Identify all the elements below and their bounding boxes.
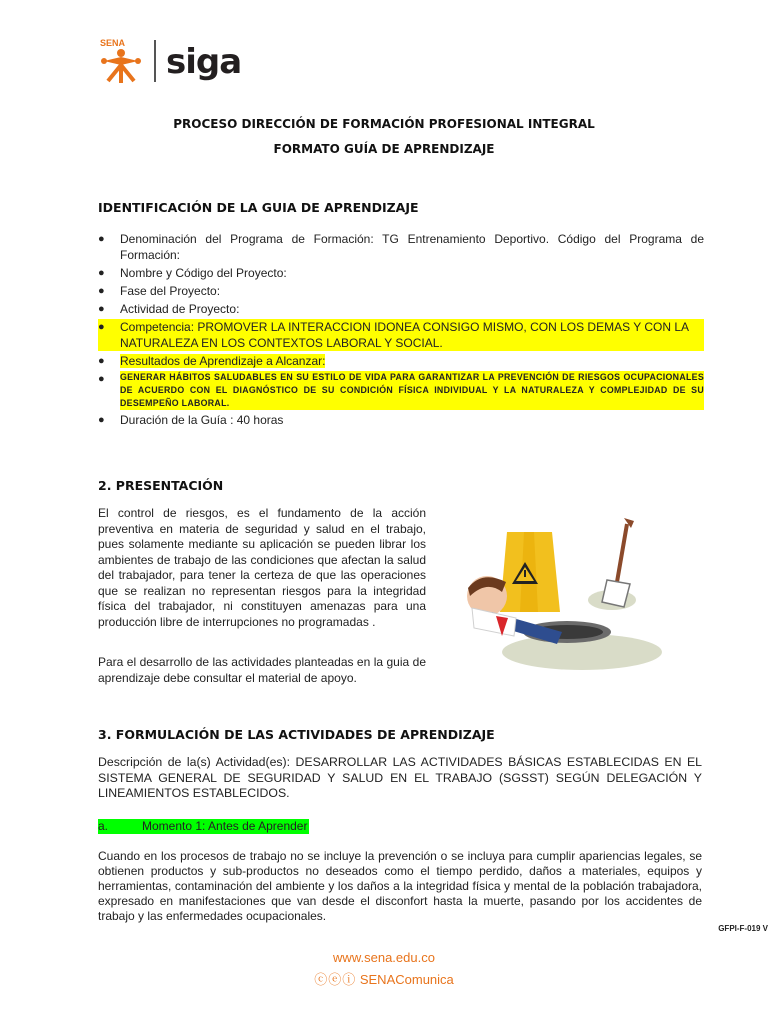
section-presentation-heading: 2. PRESENTACIÓN [98,478,224,493]
list-item: ● Nombre y Código del Proyecto: [98,266,287,280]
sena-logo-icon [96,37,148,87]
moment-letter: a. [98,819,109,833]
format-title: FORMATO GUÍA DE APRENDIZAJE [273,142,495,156]
document-code: GFPI-F-019 V [718,924,768,933]
presentation-paragraph-2: Para el desarrollo de las actividades planteadas en la guia de aprendizaje debe consultar el material de apoyo. [98,655,426,685]
social-handle[interactable]: SENAComunica [359,972,454,987]
moment-1-paragraph: Cuando en los procesos de trabajo no se incluye la prevención o se incluya para cumplir apariencias legales, se obtienen productos y sub-productos no deseados como el tiempo perdido, daños a materiales, equipos y herramientas, contaminación del ambiente y los daños a la integridad física y mental de la población trabajadora, expresado en manifestaciones que van desde el disconfort hasta la muerte, pasando por los accidentes de trabajo y las enfermedades ocupacionales. [98,849,702,923]
accident-illustration [452,512,662,672]
list-item: ● Resultados de Aprendizaje a Alcanzar: [98,354,326,368]
footer-url[interactable]: www.sena.edu.co [333,950,435,965]
process-title: PROCESO DIRECCIÓN DE FORMACIÓN PROFESIONAL INTEGRAL [173,117,595,131]
creative-commons-icon: ⓒⓔⓘ [314,972,357,987]
activity-description: Descripción de la(s) Actividad(es): DESARROLLAR LAS ACTIVIDADES BÁSICAS ESTABLECIDAS EN EL SISTEMA GENERAL DE SEGURIDAD Y SALUD EN EL TRABAJO (SGSST) SEGÚN DELEGACIÓN Y LINEAMIENTOS ESTABLECIDOS. [98,755,702,800]
moment-text: Momento 1: Antes de Aprender [142,819,308,833]
list-item: ● GENERAR HÁBITOS SALUDABLES EN SU ESTILO DE VIDA PARA GARANTIZAR LA PREVENCIÓN DE RIESGOS OCUPACIONALES DE ACUERDO CON EL DIAGNÓSTICO DE SU CONDICIÓN FÍSICA INDIVIDUAL Y LA NATURALEZA Y COMPLEJIDAD DE SU DESEMPEÑO LABORAL. [98,372,704,408]
list-item: ● Competencia: PROMOVER LA INTERACCION IDONEA CONSIGO MISMO, CON LOS DEMAS Y CON LA NATURALEZA EN LOS CONTEXTOS LABORAL Y SOCIAL. [98,319,704,351]
siga-logo: siga [166,42,242,82]
section-activities-heading: 3. FORMULACIÓN DE LAS ACTIVIDADES DE APRENDIZAJE [98,727,495,742]
list-item: ● Duración de la Guía : 40 horas [98,413,284,427]
moment-1-label [98,819,309,834]
footer-social [0,969,768,988]
presentation-paragraph: El control de riesgos, es el fundamento de la acción preventiva en materia de seguridad y salud en el trabajo, pues solamente mediante su aplicación se pueden librar los ambientes de trabajo de las condiciones que afectan la salud del trabajador, para tener la certeza de que las operaciones que se realizan no representan riesgos para la integridad física del trabajador, ni constituyen amenazas para una producción libre de interrupciones no programadas . [98,506,426,629]
logo-divider [154,40,156,82]
list-item: ● Actividad de Proyecto: [98,302,240,316]
identification-list [98,231,704,430]
section-identification-heading: IDENTIFICACIÓN DE LA GUIA DE APRENDIZAJE [98,200,419,215]
svg-text:SENA: SENA [100,38,126,48]
list-item: ● Fase del Proyecto: [98,284,221,298]
list-item: ● Denominación del Programa de Formación: TG Entrenamiento Deportivo. Código del Programa de Formación: [98,232,704,262]
